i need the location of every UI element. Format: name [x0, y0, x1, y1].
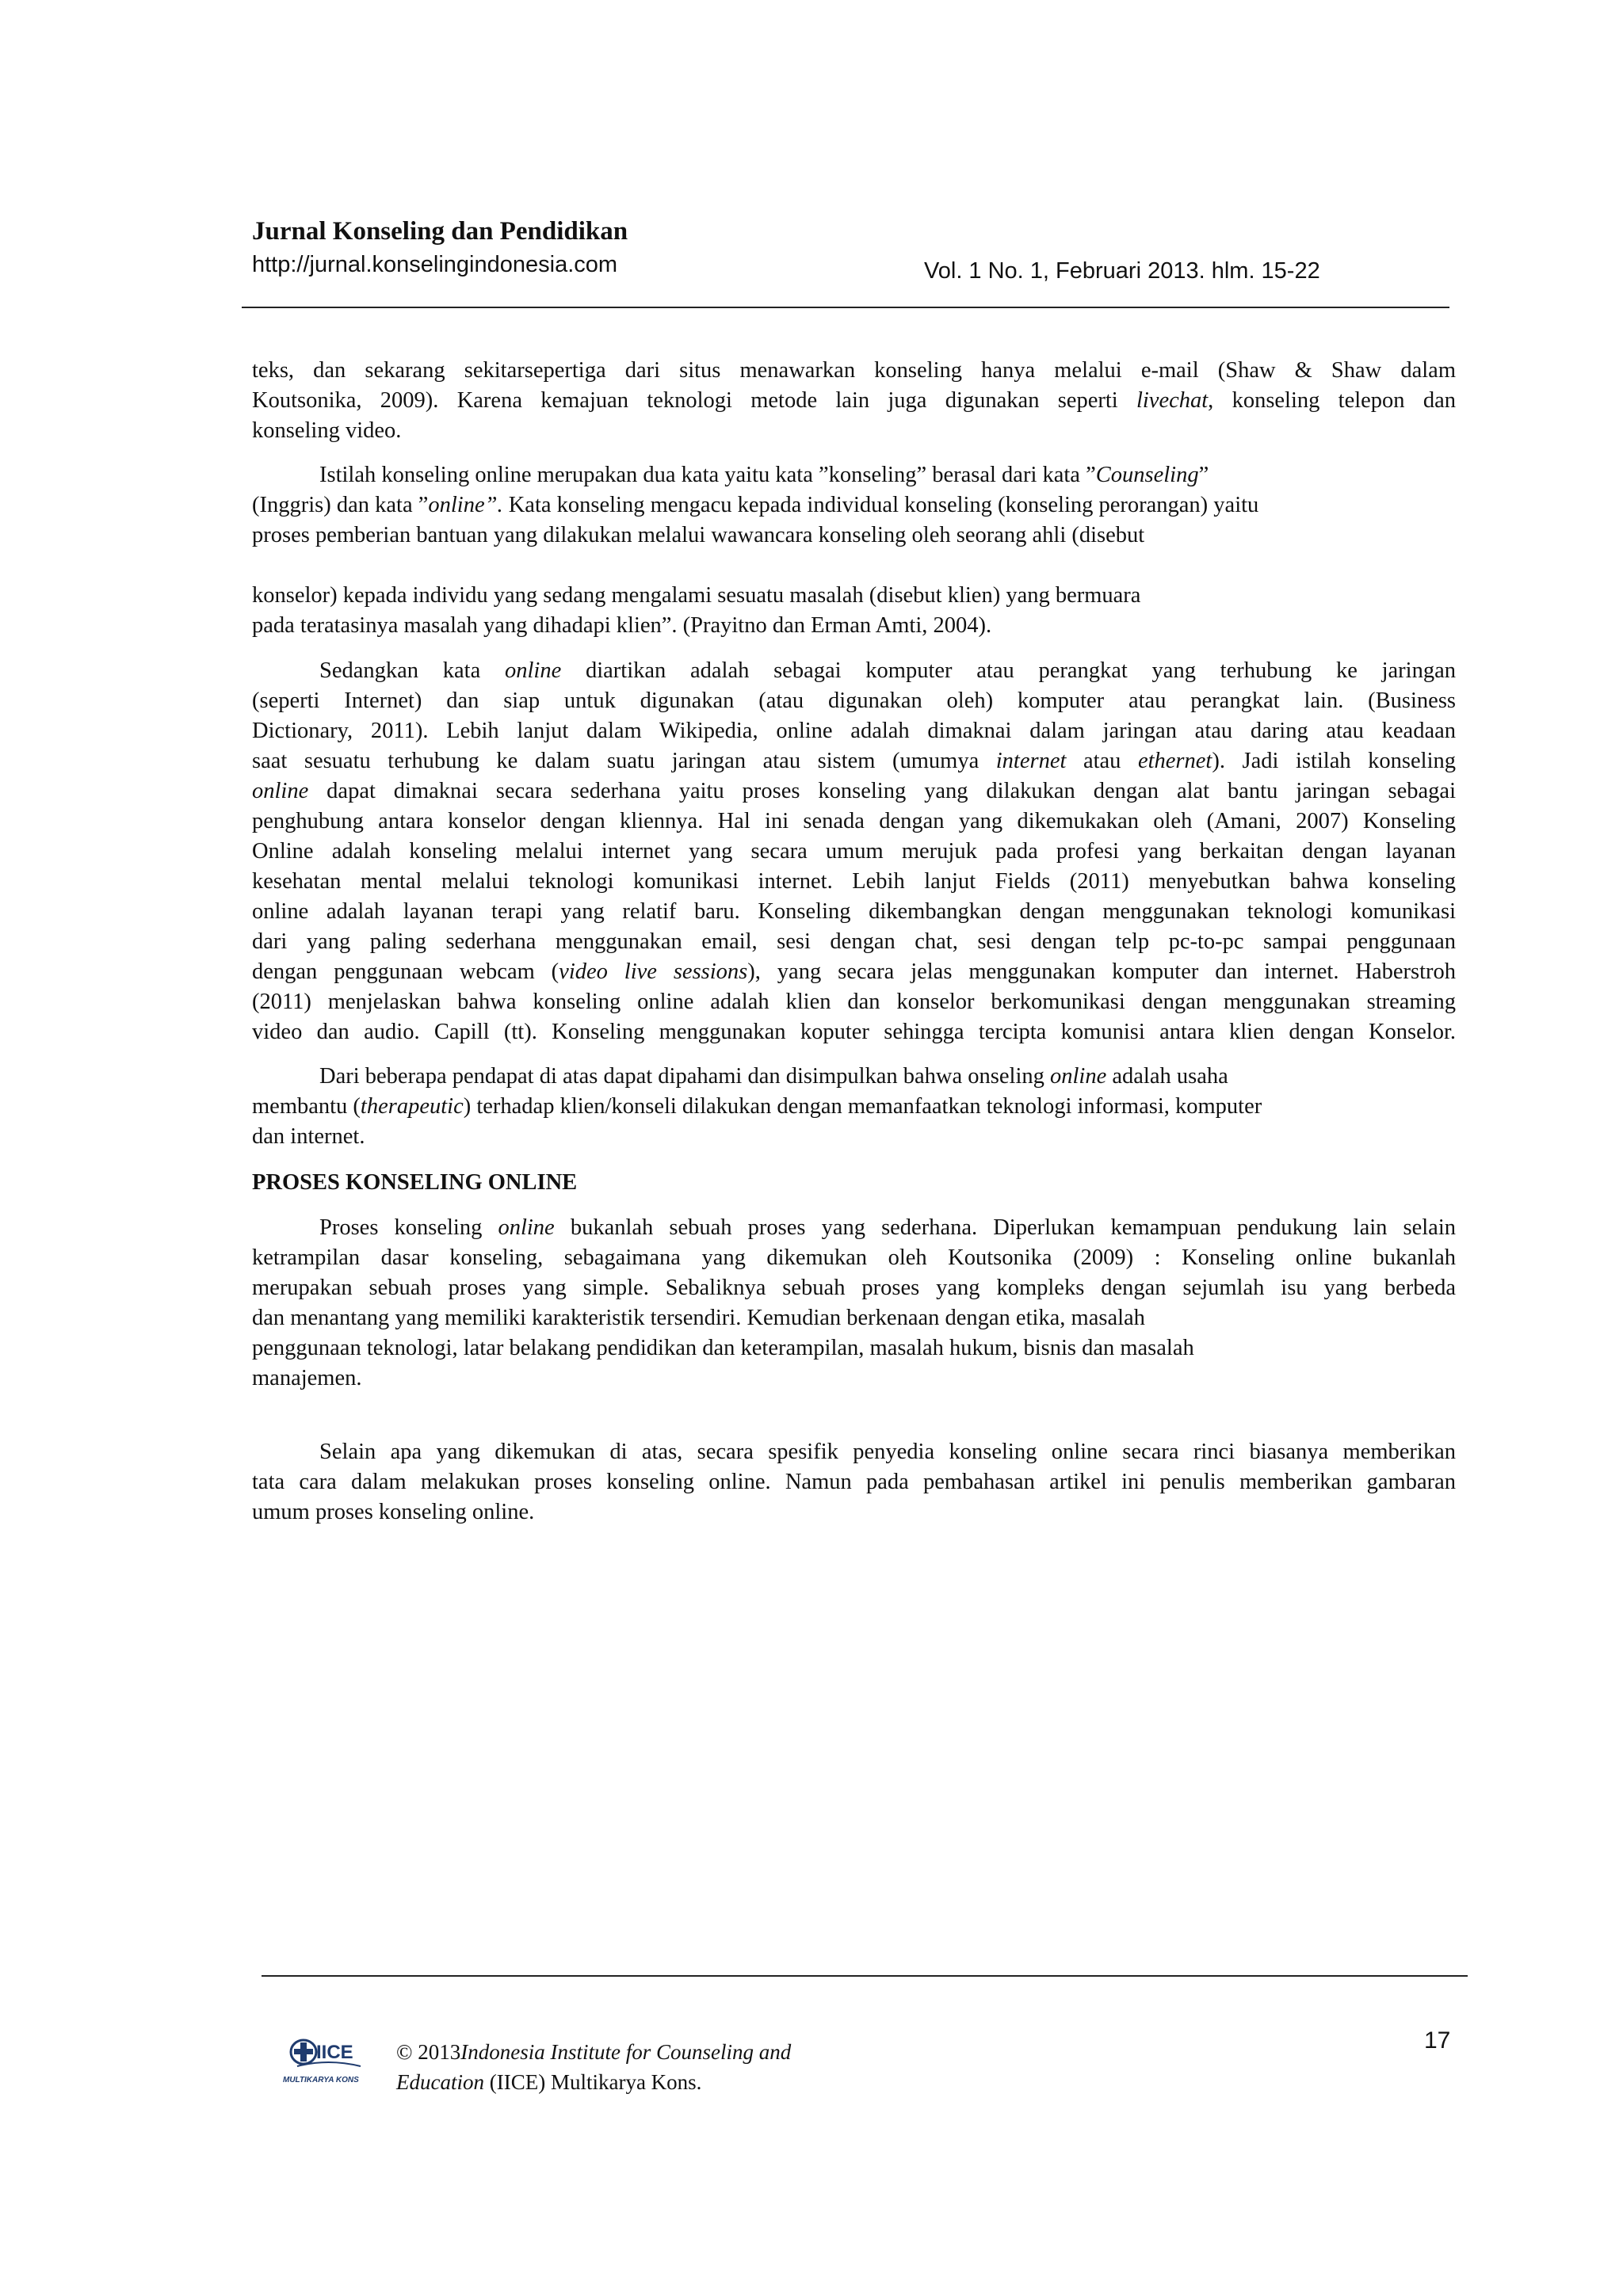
text-segment: konseling video. — [252, 418, 402, 443]
text-line — [252, 1363, 1456, 1394]
text-segment: (Inggris) dan kata ” — [252, 493, 429, 517]
section-heading: PROSES KONSELING ONLINE — [252, 1170, 578, 1195]
copyright-publisher: (IICE) Multikarya Kons. — [483, 2070, 702, 2094]
text-segment: ), yang secara jelas menggunakan komputer dan internet. Haberstroh — [747, 959, 1456, 984]
text-segment: penggunaan teknologi, latar belakang pendidikan dan keterampilan, masalah hukum, bisnis dan masalah — [252, 1336, 1194, 1360]
text-line — [252, 1092, 1456, 1122]
text-segment: dan internet. — [252, 1124, 365, 1149]
italic-term: therapeutic — [360, 1094, 464, 1119]
italic-term: online — [1050, 1064, 1107, 1089]
italic-term: Counseling — [1095, 463, 1199, 487]
text-line — [252, 776, 1456, 807]
page-header — [252, 215, 1458, 295]
text-segment: ” — [1198, 463, 1209, 487]
text-segment: saat sesuatu terhubung ke dalam suatu jaringan atau sistem (umumya — [252, 749, 996, 773]
italic-term: online — [498, 1215, 555, 1240]
paragraph-7 — [252, 1437, 1456, 1527]
italic-term: ethernet — [1137, 749, 1212, 773]
text-segment: Istilah konseling online merupakan dua kata yaitu kata ”konseling” berasal dari kata ” — [319, 463, 1096, 487]
text-segment: atau — [1066, 749, 1138, 773]
text-line — [252, 386, 1456, 416]
text-segment: kesehatan mental melalui teknologi komunikasi internet. Lebih lanjut Fields (2011) menyebutkan bahwa konseling — [252, 869, 1456, 894]
text-segment: Dari beberapa pendapat di atas dapat dipahami dan disimpulkan bahwa onseling — [319, 1064, 1050, 1089]
text-segment: dapat dimaknai secara sederhana yaitu proses konseling yang dilakukan dengan alat bantu jaringan sebagai — [308, 779, 1456, 803]
text-segment: teks, dan sekarang sekitarsepertiga dari situs menawarkan konseling hanya melalui e-mail (Shaw & Shaw dalam — [252, 358, 1456, 383]
journal-title: Jurnal Konseling dan Pendidikan — [252, 217, 628, 246]
paragraph-5 — [252, 1062, 1456, 1152]
italic-term: online — [252, 779, 309, 803]
text-line — [252, 1122, 1456, 1152]
text-line — [252, 656, 1456, 686]
text-segment: adalah usaha — [1106, 1064, 1228, 1089]
text-line — [252, 490, 1456, 521]
logo-subtext: MULTIKARYA KONS — [283, 2076, 359, 2084]
italic-term: livechat — [1136, 388, 1209, 413]
text-segment: Selain apa yang dikemukan di atas, secara spesifik penyedia konseling online secara rinci biasanya memberikan — [319, 1440, 1456, 1464]
italic-term: online — [504, 658, 562, 683]
text-segment: membantu ( — [252, 1094, 361, 1119]
text-line — [252, 521, 1456, 551]
text-line — [252, 581, 1456, 611]
text-segment: proses pemberian bantuan yang dilakukan melalui wawancara konseling oleh seorang ahli (disebut — [252, 523, 1145, 547]
text-line — [252, 927, 1456, 957]
text-segment: Kata konseling mengacu kepada individual konseling (konseling perorangan) yaitu — [502, 493, 1259, 517]
logo-text: IICE — [316, 2042, 353, 2063]
text-line — [252, 611, 1456, 641]
text-segment: online adalah layanan terapi yang relatif baru. Konseling dikembangkan dengan menggunakan teknologi komunikasi — [252, 899, 1456, 924]
text-segment: (seperti Internet) dan siap untuk digunakan (atau digunakan oleh) komputer atau perangkat lain. (Business — [252, 688, 1456, 713]
text-segment: Koutsonika, 2009). Karena kemajuan teknologi metode lain juga digunakan seperti — [252, 388, 1136, 413]
text-segment: pada teratasinya masalah yang dihadapi klien”. (Prayitno dan Erman Amti, 2004). — [252, 613, 992, 638]
text-segment: penghubung antara konselor dengan kliennya. Hal ini senada dengan yang dikemukakan oleh (Amani, 2007) Konseling — [252, 809, 1456, 833]
text-segment: konselor) kepada individu yang sedang mengalami sesuatu masalah (disebut klien) yang bermuara — [252, 583, 1141, 608]
text-segment: ). Jadi istilah konseling — [1212, 749, 1456, 773]
text-segment: merupakan sebuah proses yang simple. Sebaliknya sebuah proses yang kompleks dengan sejumlah isu yang berbeda — [252, 1276, 1456, 1300]
text-line — [252, 1017, 1456, 1047]
text-line — [252, 1333, 1456, 1363]
text-segment: dan menantang yang memiliki karakteristik tersendiri. Kemudian berkenaan dengan etika, masalah — [252, 1306, 1145, 1330]
text-line — [252, 716, 1456, 746]
text-segment: bukanlah sebuah proses yang sederhana. Diperlukan kemampuan pendukung lain selain — [554, 1215, 1457, 1240]
text-line — [252, 1062, 1456, 1092]
text-segment: manajemen. — [252, 1366, 362, 1390]
text-segment: (2011) menjelaskan bahwa konseling online adalah klien dan konselor berkomunikasi dengan menggunakan streaming — [252, 990, 1456, 1014]
text-line — [252, 957, 1456, 987]
text-line — [252, 867, 1456, 897]
paragraph-3 — [252, 581, 1456, 641]
text-line — [252, 1303, 1456, 1333]
text-segment: Dictionary, 2011). Lebih lanjut dalam Wikipedia, online adalah dimaknai dalam jaringan atau daring atau keadaan — [252, 719, 1456, 743]
text-line — [252, 1467, 1456, 1497]
footer-copyright — [396, 2037, 791, 2097]
text-line — [252, 416, 1456, 446]
text-segment: Online adalah konseling melalui internet yang secara umum merujuk pada profesi yang berkaitan dengan layanan — [252, 839, 1456, 864]
footer-divider — [262, 1975, 1468, 1977]
text-segment: diartikan adalah sebagai komputer atau perangkat yang terhubung ke jaringan — [561, 658, 1456, 683]
text-line — [252, 807, 1456, 837]
paragraph-2 — [252, 460, 1456, 551]
text-segment: video dan audio. Capill (tt). Konseling menggunakan koputer sehingga tercipta komunisi antara klien dengan Konselor. — [252, 1020, 1456, 1044]
journal-volume: Vol. 1 No. 1, Februari 2013. hlm. 15-22 — [924, 258, 1320, 284]
text-line — [252, 1437, 1456, 1467]
paragraph-6 — [252, 1213, 1456, 1394]
paragraph-1 — [252, 356, 1456, 446]
text-segment: dari yang paling sederhana menggunakan email, sesi dengan chat, sesi dengan telp pc-to-pc sampai penggunaan — [252, 929, 1456, 954]
text-line — [252, 1273, 1456, 1303]
text-line — [252, 746, 1456, 776]
italic-term: online”. — [428, 493, 503, 517]
text-line — [252, 1243, 1456, 1273]
text-line — [252, 897, 1456, 927]
iice-logo-icon — [281, 2035, 375, 2090]
text-line — [252, 460, 1456, 490]
text-line — [252, 1497, 1456, 1527]
text-line — [252, 837, 1456, 867]
text-line — [252, 987, 1456, 1017]
copyright-education: Education — [396, 2070, 484, 2094]
text-segment: Sedangkan kata — [319, 658, 505, 683]
text-segment: Proses konseling — [319, 1215, 498, 1240]
copyright-prefix: © 2013 — [396, 2040, 461, 2064]
text-segment: , konseling telepon dan — [1208, 388, 1456, 413]
iice-logo — [281, 2035, 375, 2090]
italic-term: video live sessions — [559, 959, 748, 984]
page-number: 17 — [1424, 2027, 1451, 2054]
paragraph-4 — [252, 656, 1456, 1047]
journal-url[interactable]: http://jurnal.konselingindonesia.com — [252, 252, 618, 277]
text-segment: tata cara dalam melakukan proses konseling online. Namun pada pembahasan artikel ini penulis memberikan gambaran — [252, 1470, 1456, 1494]
text-segment: ) terhadap klien/konseli dilakukan dengan memanfaatkan teknologi informasi, komputer — [463, 1094, 1262, 1119]
italic-term: internet — [995, 749, 1067, 773]
text-segment: ketrampilan dasar konseling, sebagaimana yang dikemukan oleh Koutsonika (2009) : Konseling online bukanlah — [252, 1245, 1456, 1270]
text-segment: dengan penggunaan webcam ( — [252, 959, 559, 984]
text-segment: umum proses konseling online. — [252, 1500, 535, 1524]
text-line — [252, 686, 1456, 716]
copyright-institution: Indonesia Institute for Counseling and — [460, 2040, 792, 2064]
text-line — [252, 1213, 1456, 1243]
text-line — [252, 356, 1456, 386]
header-divider — [242, 307, 1449, 308]
